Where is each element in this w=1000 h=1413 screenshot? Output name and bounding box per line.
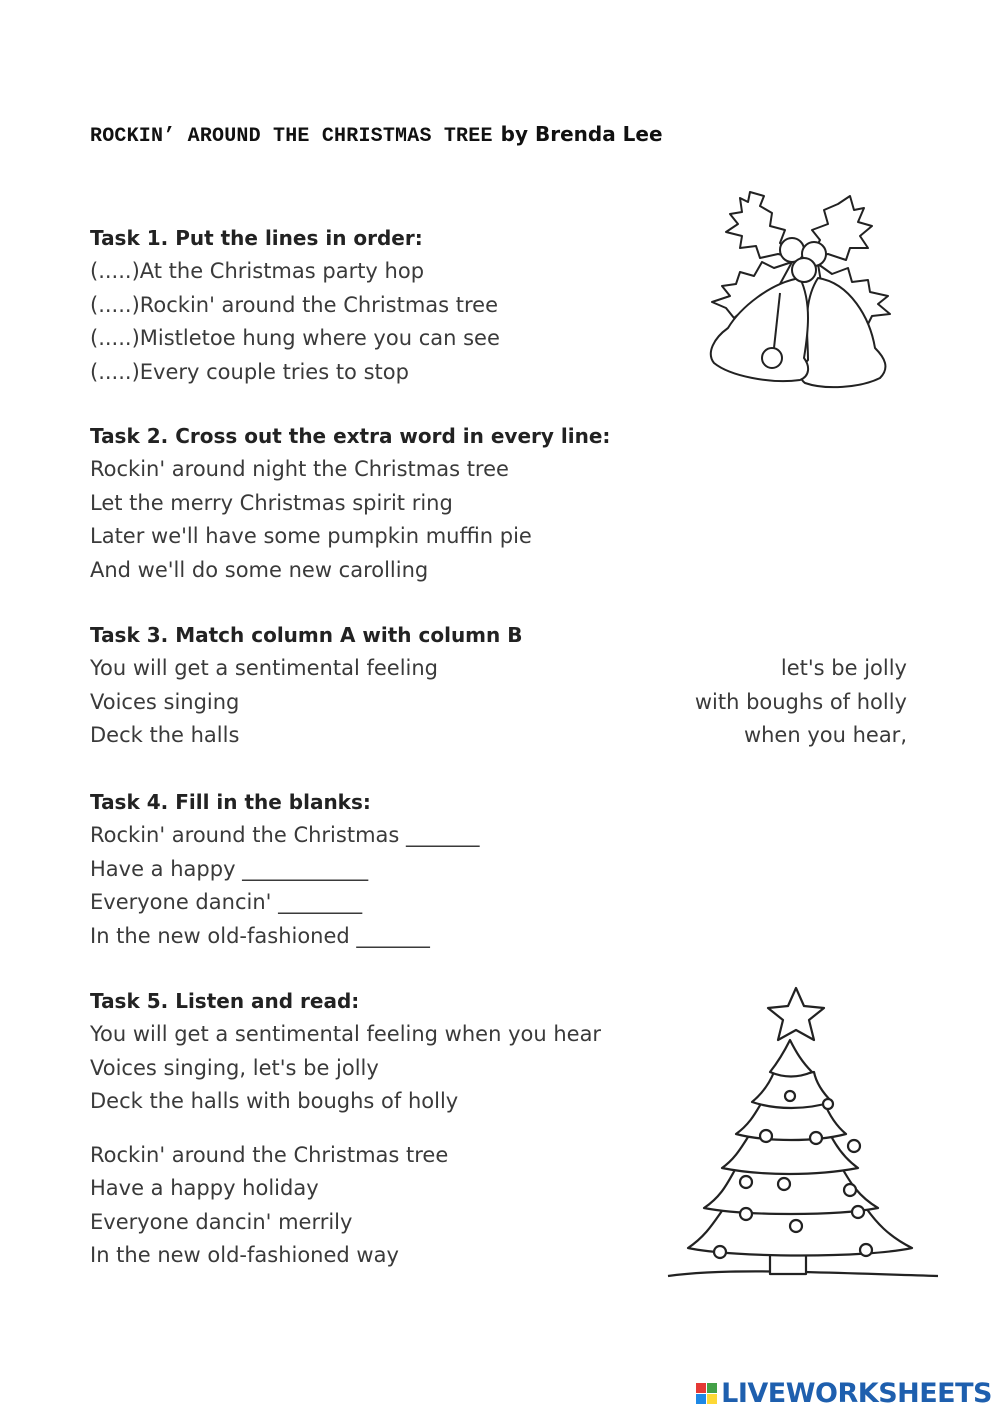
task-3 <box>90 619 920 753</box>
match-row <box>90 686 907 720</box>
task-2-line: Rockin' around night the Christmas tree <box>90 457 509 481</box>
task-2-line: Later we'll have some pumpkin muffin pie <box>90 524 532 548</box>
song-artist: by Brenda Lee <box>500 122 663 146</box>
lyric-line: Rockin' around the Christmas tree <box>90 1142 449 1167</box>
logo-mark-icon <box>696 1383 717 1404</box>
task-4-heading: Task 4. Fill in the blanks: <box>90 790 371 814</box>
task-1-line: (.....)At the Christmas party hop <box>90 259 425 283</box>
task-1-line: (.....)Rockin' around the Christmas tree <box>90 292 499 317</box>
column-a-item: Voices singing <box>90 689 240 714</box>
column-b-item: with boughs of holly <box>694 689 907 714</box>
lyric-line: Voices singing, let's be jolly <box>90 1055 379 1080</box>
lyric-line: Deck the halls with boughs of holly <box>90 1089 459 1113</box>
task-4 <box>90 786 920 953</box>
holly-bells-icon <box>700 188 900 397</box>
task-3-heading: Task 3. Match column A with column B <box>90 623 523 647</box>
task-4-line: Everyone dancin' ________ <box>90 890 363 914</box>
lyric-line: You will get a sentimental feeling when you hear <box>90 1022 602 1046</box>
task-1-heading: Task 1. Put the lines in order: <box>90 226 423 250</box>
worksheet-title <box>90 122 663 148</box>
task-4-line: Rockin' around the Christmas _______ <box>90 823 480 847</box>
task-2-line: Let the merry Christmas spirit ring <box>90 490 453 515</box>
task-2-line: And we'll do some new carolling <box>90 557 429 582</box>
task-5-heading: Task 5. Listen and read: <box>90 989 360 1013</box>
lyric-line: In the new old-fashioned way <box>90 1243 399 1267</box>
task-4-line: Have a happy ____________ <box>90 856 369 881</box>
match-row <box>90 719 907 753</box>
column-a-item: You will get a sentimental feeling <box>90 656 439 680</box>
column-a-item: Deck the halls <box>90 723 240 747</box>
task-1-line: (.....)Mistletoe hung where you can see <box>90 326 500 350</box>
liveworksheets-logo <box>696 1378 992 1409</box>
column-b-item: let's be jolly <box>780 656 907 680</box>
song-title: ROCKIN’ AROUND THE CHRISTMAS TREE <box>90 125 493 148</box>
task-4-line: In the new old-fashioned _______ <box>90 923 430 948</box>
task-2 <box>90 420 920 587</box>
lyric-line: Have a happy holiday <box>90 1176 319 1200</box>
task-2-heading: Task 2. Cross out the extra word in every line: <box>90 424 611 448</box>
match-row <box>90 652 907 686</box>
christmas-tree-icon <box>666 986 946 1290</box>
lyric-line: Everyone dancin' merrily <box>90 1209 353 1234</box>
column-b-item: when you hear, <box>743 723 907 747</box>
brand-name: LIVEWORKSHEETS <box>721 1378 992 1409</box>
task-1-line: (.....)Every couple tries to stop <box>90 359 409 384</box>
